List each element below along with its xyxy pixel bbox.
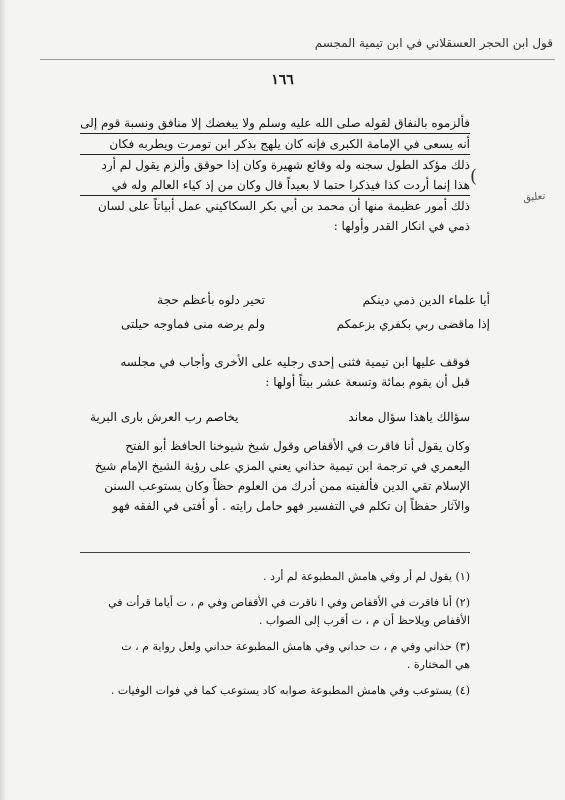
header-rule	[40, 59, 555, 60]
poem-verse	[70, 312, 490, 336]
verse-second-hemistich: يخاصم رب العرش بارى البرية	[90, 410, 239, 424]
footnote-line: (٤) يستوعب وفي هامش المطبوعة صوابه كاد يستوعب كما في فوات الوفيات .	[110, 684, 470, 697]
text-line: فألزموه بالنفاق لقوله صلى الله عليه وسلم ولا يبغضك إلا منافق ونسبة قوم إلى	[80, 113, 470, 134]
footnote-4	[80, 682, 470, 700]
verse-second-hemistich: تحير دلوه بأعظم حجة	[157, 293, 265, 307]
poem-verse	[70, 288, 490, 312]
text-line: الإسلام تقي الدين فألفيته ممن أدرك من العلوم حظاً وكان يستوعب السنن	[104, 479, 470, 493]
page-number: ١٦٦	[271, 72, 294, 88]
verse-first-hemistich: سؤالك ياهذا سؤال معاند	[348, 410, 470, 424]
text-line: ذلك أمور عظيمة منها أن محمد بن أبي بكر السكاكيني عمل أبياتاً على لسان	[97, 199, 470, 213]
verse-first-hemistich: إذا ماقضى ربي بكفري بزعمكم	[336, 317, 490, 331]
text-line: والآثار حفظاً إن تكلم في التفسير فهو حامل رايته . أو أفتى في الفقه فهو	[112, 499, 470, 513]
text-line: ذمي في انكار القدر وأولها :	[333, 219, 470, 233]
footnote-line: الأقفاص ويلاحظ أن م ، ت أقرب إلى الصواب .	[258, 614, 470, 627]
verse-first-hemistich: أيا علماء الدين ذمي دينكم	[362, 293, 490, 307]
text-line: قبل أن يقوم بمائة وتسعة عشر بيتاً أولها :	[265, 375, 470, 389]
text-line: فوقف عليها ابن تيمية فثنى إحدى رجليه على الأخرى وأجاب في مجلسه	[120, 355, 470, 369]
footnote-2	[80, 594, 470, 630]
footnote-3	[80, 638, 470, 674]
footnote-line: هي المختارة .	[406, 658, 470, 671]
text-line: هذا إنما أردت كذا فيذكرا حتما لا بعيداً قال وكان من إذ كياء العالم وله في	[80, 175, 470, 196]
poem	[70, 288, 490, 336]
text-line: وكان يقول أنا فاقرت في الأقفاص وقول شيخ شيوخنا الحافظ أبو الفتح	[125, 439, 470, 453]
footnote-1	[80, 568, 470, 586]
running-header: قول ابن الحجر العسقلاني في ابن تيمية المجسم	[314, 36, 553, 50]
footnote-line: (١) يقول لم أر وفي هامش المطبوعة لم أرد .	[263, 570, 470, 583]
text-line: ذلك مؤكد الطول سجنه وله وقائع شهيرة وكان إذا حوقق وألزم يقول لم أرد	[101, 158, 470, 172]
response-verse	[90, 410, 470, 424]
bracket-mark: (	[469, 166, 477, 187]
footnotes	[80, 568, 470, 708]
paragraph-3	[80, 436, 470, 516]
footnote-line: (٢) أنا فاقرت في الأقفاص وفي ا ناقرت في الأقفاص وفي م ، ت أياما قرأت في	[108, 596, 470, 609]
footnote-rule	[80, 552, 470, 553]
footnote-line: (٣) حذاني وفي م ، ت حداني وفي هامش المطبوعة حداني ولعل رواية م ، ت	[121, 640, 470, 653]
text-line: أنه يسعى في الإمامة الكبرى فإنه كان يلهج بذكر ابن تومرت ويطربه فكان	[80, 134, 470, 155]
binding-shadow	[0, 0, 6, 800]
verse-second-hemistich: ولم يرضه منى فماوجه حيلتى	[121, 317, 265, 331]
margin-note: تعليق	[522, 190, 546, 205]
paragraph-1	[80, 113, 470, 236]
text-line: اليعمري في ترجمة ابن تيمية حذاني يعني المزي على رؤية الشيخ الإمام شيخ	[94, 459, 470, 473]
paragraph-2	[80, 352, 470, 392]
